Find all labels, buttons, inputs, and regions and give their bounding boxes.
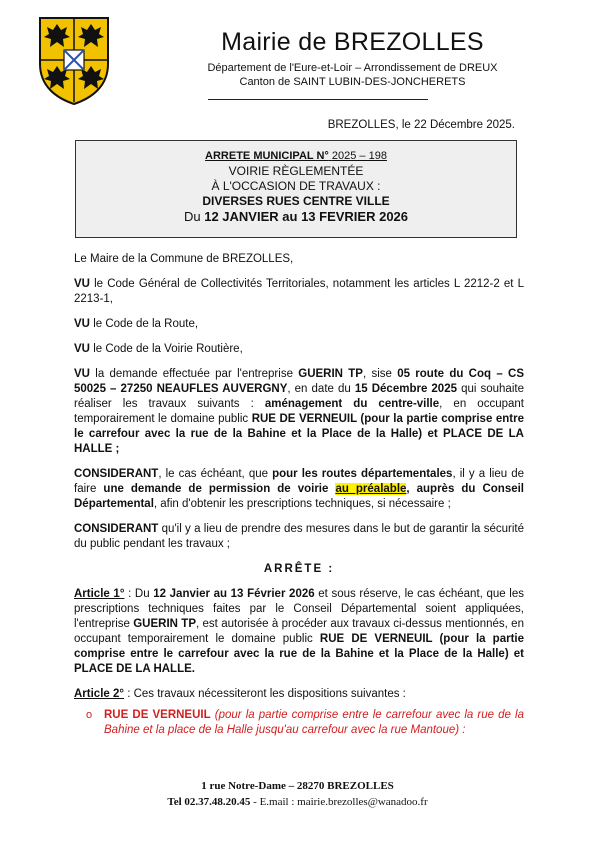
footer-address: 1 rue Notre-Dame – 28270 BREZOLLES <box>201 780 394 792</box>
vu-label: VU <box>74 278 90 290</box>
intro-paragraph: Le Maire de la Commune de BREZOLLES, <box>74 253 294 265</box>
vu-label: VU <box>74 368 90 380</box>
vu-paragraph-2 <box>74 317 524 332</box>
decree-subject-1: VOIRIE RÈGLEMENTÉE <box>228 164 364 178</box>
decree-ref-number: 2025 – 198 <box>331 150 387 162</box>
period-mid: au <box>282 209 298 224</box>
vu-text: le Code de la Route, <box>93 318 199 330</box>
vu4-text-e: , en occupant temporairement le domaine public <box>74 398 524 425</box>
vu-label: VU <box>74 343 90 355</box>
art1-company: GUERIN TP <box>133 618 196 630</box>
cons1-text-b: pour les routes départementales <box>272 468 453 480</box>
cons1-text-c: , il y a lieu de faire <box>74 468 524 495</box>
vu4-text-c: , en date du <box>287 383 351 395</box>
decree-title-box <box>75 140 517 238</box>
canton-line: Canton de SAINT LUBIN-DES-JONCHERETS <box>239 76 466 88</box>
company-name: GUERIN TP <box>298 368 363 380</box>
period-start: 12 JANVIER <box>204 209 279 224</box>
article-1-label: Article 1° <box>74 588 125 600</box>
mairie-title: Mairie de BREZOLLES <box>221 28 484 56</box>
vu4-text-d: qui souhaite réaliser les travaux suivants : <box>74 383 524 410</box>
decree-reference <box>76 149 516 164</box>
vu4-text-b: , sise <box>362 368 392 380</box>
header-divider <box>208 99 428 100</box>
footer-phone: Tel 02.37.48.20.45 <box>167 796 251 808</box>
art1-end: 13 Février 2026 <box>230 588 315 600</box>
art1-location: RUE DE VERNEUIL (pour la partie comprise entre le carrefour avec la rue de la Bahine et la Place de la Halle) et PLACE DE LA HALLE. <box>74 633 524 675</box>
decree-subject-2: À L'OCCASION DE TRAVAUX : <box>211 179 381 193</box>
bullet-marker-icon: o <box>86 709 93 721</box>
cons2-text: qu'il y a lieu de prendre des mesures dans le but de garantir la sécurité du public pendant les travaux ; <box>74 523 524 550</box>
decree-streets: DIVERSES RUES CENTRE VILLE <box>202 194 390 208</box>
vu4-text-a: la demande effectuée par l'entreprise <box>95 368 293 380</box>
decree-period <box>76 209 516 224</box>
works-description: aménagement du centre-ville <box>264 398 440 410</box>
art1-text-c: , est autorisée à procéder aux travaux ci-dessus mentionnés, en occupant temporairement le domaine public <box>74 618 524 645</box>
considerant-paragraph-2 <box>74 522 524 552</box>
vu-text: le Code de la Voirie Routière, <box>93 343 243 355</box>
document-date: BREZOLLES, le 22 Décembre 2025. <box>327 119 515 131</box>
art1-mid: au <box>213 588 227 600</box>
arrete-heading: ARRÊTE : <box>263 563 335 575</box>
cons1-text-a: , le cas échéant, que <box>158 468 269 480</box>
article-2 <box>74 687 524 702</box>
highlighted-prealable: au préalable <box>335 483 407 495</box>
bullet-rue-de-verneuil <box>74 708 524 738</box>
department-line: Département de l'Eure-et-Loir – Arrondissement de DREUX <box>207 62 498 74</box>
vu-paragraph-1 <box>74 277 524 307</box>
art1-text-b: et sous réserve, le cas échéant, que les prescriptions techniques faites par le Conseil Départemental soient appliquées, l'entreprise <box>74 588 524 630</box>
cons1-text-d: une demande de permission de voirie <box>103 483 329 495</box>
art1-text-a: : Du <box>128 588 150 600</box>
works-location: RUE DE VERNEUIL (pour la partie comprise entre le carrefour avec la rue de la Bahine et la Place de la Halle) et PLACE DE LA HALLE ; <box>74 413 524 455</box>
vu-paragraph-3 <box>74 342 524 357</box>
considerant-paragraph-1 <box>74 467 524 512</box>
cons1-text-f: , afin d'obtenir les prescriptions techniques, si nécessaire ; <box>153 498 451 510</box>
decree-ref-label: ARRETE MUNICIPAL N° <box>205 150 329 162</box>
company-address: 05 route du Coq – CS 50025 – 27250 NEAUFLES AUVERGNY <box>74 368 524 395</box>
vu-text: le Code Général de Collectivités Territoriales, notamment les articles L 2212-2 et L 2213-1, <box>74 278 524 305</box>
article-1 <box>74 587 524 677</box>
request-date: 15 Décembre 2025 <box>354 383 457 395</box>
footer-email: - E.mail : mairie.brezolles@wanadoo.fr <box>253 796 428 808</box>
bullet-description: (pour la partie comprise entre le carrefour avec la rue de la Bahine et la place de la Halle jusqu'au carrefour avec la rue Mantoue) : <box>104 709 525 736</box>
vu-label: VU <box>74 318 90 330</box>
decree-body <box>74 252 524 738</box>
art2-text: : Ces travaux nécessiteront les dispositions suivantes : <box>127 688 406 700</box>
bullet-street: RUE DE VERNEUIL <box>104 709 211 721</box>
coat-of-arms-logo <box>36 14 112 106</box>
article-2-label: Article 2° <box>74 688 124 700</box>
period-end: 13 FEVRIER 2026 <box>301 209 409 224</box>
cons1-text-e: , auprès du Conseil Départemental <box>74 483 524 510</box>
considerant-label: CONSIDERANT <box>74 523 159 535</box>
footer-contact <box>0 796 595 808</box>
period-prefix: Du <box>183 209 201 224</box>
art1-start: 12 Janvier <box>153 588 210 600</box>
vu-paragraph-4 <box>74 367 524 457</box>
considerant-label: CONSIDERANT <box>74 468 159 480</box>
